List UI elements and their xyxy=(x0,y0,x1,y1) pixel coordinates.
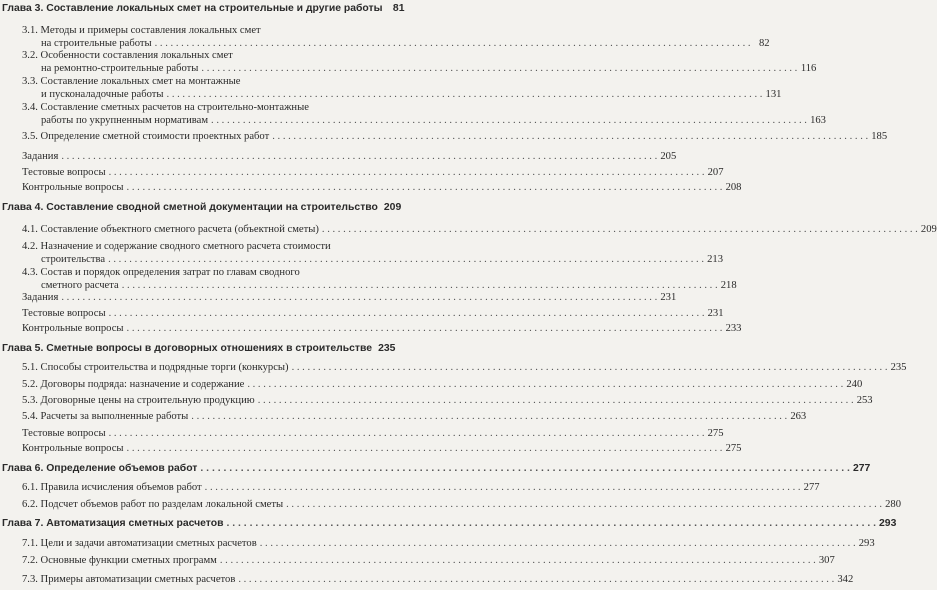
toc-entry xyxy=(0,181,742,194)
toc-page-number: 342 xyxy=(837,574,854,585)
toc-entry xyxy=(0,537,875,550)
toc-page-number: 233 xyxy=(725,323,742,334)
leader-dots xyxy=(220,554,816,567)
toc-title: Глава 7. Автоматизация сметных расчетов xyxy=(2,518,224,529)
toc-page-number: 275 xyxy=(707,428,724,439)
toc-title: Задания xyxy=(22,151,59,162)
toc-entry xyxy=(0,427,724,440)
toc-chapter xyxy=(0,517,897,530)
leader-dots xyxy=(205,481,801,494)
toc-page-number: 231 xyxy=(707,308,724,319)
toc-title: на строительные работы xyxy=(41,38,152,50)
toc-page-number: 185 xyxy=(871,131,888,142)
toc-title: Тестовые вопросы xyxy=(22,428,106,439)
leader-dots xyxy=(61,291,657,304)
toc-chapter xyxy=(0,2,405,15)
toc-title: Глава 4. Составление сводной сметной документации на строительство xyxy=(2,202,378,213)
toc-page-number: 208 xyxy=(725,182,742,193)
toc-entry xyxy=(0,573,854,586)
toc-page-number: 163 xyxy=(810,115,826,127)
toc-title: Глава 6. Определение объемов работ xyxy=(2,463,198,474)
leader-dots xyxy=(292,361,888,374)
toc-entry xyxy=(0,240,723,266)
toc-page-number: 277 xyxy=(852,463,871,474)
leader-dots xyxy=(226,517,876,530)
leader-dots xyxy=(127,322,723,335)
toc-page-number: 131 xyxy=(765,89,782,101)
leader-dots xyxy=(61,150,657,163)
toc-entry xyxy=(0,266,737,292)
toc-title: 5.3. Договорные цены на строительную продукцию xyxy=(22,395,255,406)
toc-chapter xyxy=(0,462,871,475)
leader-dots xyxy=(238,573,834,586)
toc-page-number: 209 xyxy=(383,202,402,213)
toc-title: 3.2. Особенности составления локальных смет xyxy=(22,50,233,61)
toc-page-number: 240 xyxy=(846,379,863,390)
leader-dots xyxy=(127,181,723,194)
toc-entry xyxy=(0,322,742,335)
toc-title: 7.1. Цели и задачи автоматизации сметных расчетов xyxy=(22,538,257,549)
toc-entry xyxy=(0,130,888,143)
leader-dots xyxy=(167,88,763,101)
toc-title: Контрольные вопросы xyxy=(22,443,124,454)
toc-entry xyxy=(0,378,863,391)
toc-entry xyxy=(0,101,826,127)
toc-title: 5.4. Расчеты за выполненные работы xyxy=(22,411,189,422)
toc-entry xyxy=(0,394,873,407)
toc-title: 4.2. Назначение и содержание сводного сметного расчета стоимости xyxy=(22,241,331,252)
leader-dots xyxy=(109,166,705,179)
toc-entry xyxy=(0,166,724,179)
toc-page-number: 213 xyxy=(707,254,723,266)
leader-dots xyxy=(127,442,723,455)
leader-dots xyxy=(322,223,918,236)
toc-title: Контрольные вопросы xyxy=(22,182,124,193)
toc-title: Тестовые вопросы xyxy=(22,167,106,178)
toc-chapter xyxy=(0,201,400,214)
toc-title: 7.3. Примеры автоматизации сметных расчетов xyxy=(22,574,236,585)
leader-dots xyxy=(201,62,797,75)
toc-title: 3.3. Составление локальных смет на монтажные xyxy=(22,76,241,87)
toc-page-number: 277 xyxy=(803,482,820,493)
toc-title: и пусконаладочные работы xyxy=(41,89,164,101)
toc-page-number: 207 xyxy=(707,167,724,178)
toc-title: строительства xyxy=(41,254,106,266)
leader-dots xyxy=(260,537,856,550)
toc-title: Контрольные вопросы xyxy=(22,323,124,334)
toc-entry xyxy=(0,49,817,75)
toc-title: 5.1. Способы строительства и подрядные торги (конкурсы) xyxy=(22,362,289,373)
toc-page-number: 235 xyxy=(890,362,907,373)
toc-entry xyxy=(0,498,902,511)
toc-page-number: 231 xyxy=(660,292,677,303)
toc-page-number: 263 xyxy=(790,411,807,422)
toc-title: 7.2. Основные функции сметных программ xyxy=(22,555,217,566)
toc-page-number: 235 xyxy=(378,343,396,354)
toc-title: 6.2. Подсчет объемов работ по разделам локальной сметы xyxy=(22,499,284,510)
leader-dots xyxy=(109,307,705,320)
leader-dots xyxy=(272,130,868,143)
toc-title: Глава 3. Составление локальных смет на строительные и другие работы xyxy=(2,3,383,14)
toc-page-number: 82 xyxy=(758,38,770,50)
toc-page-number: 81 xyxy=(392,3,405,14)
toc-entry xyxy=(0,442,742,455)
leader-dots xyxy=(211,114,807,127)
toc-page-number: 209 xyxy=(920,224,937,235)
toc-entry xyxy=(0,554,835,567)
toc-page-number: 275 xyxy=(725,443,742,454)
toc-title: 3.1. Методы и примеры составления локальных смет xyxy=(22,25,261,36)
leader-dots xyxy=(258,394,854,407)
toc-entry xyxy=(0,410,807,423)
leader-dots xyxy=(191,410,787,423)
toc-title: 3.4. Составление сметных расчетов на строительно-монтажные xyxy=(22,102,309,113)
leader-dots xyxy=(108,253,704,266)
leader-dots xyxy=(200,462,850,475)
toc-title: 3.5. Определение сметной стоимости проектных работ xyxy=(22,131,270,142)
toc-page-number: 280 xyxy=(885,499,902,510)
toc-title: работы по укрупненным нормативам xyxy=(41,115,209,127)
toc-entry xyxy=(0,24,770,50)
toc-title: Глава 5. Сметные вопросы в договорных отношениях в строительстве xyxy=(2,343,373,354)
toc-title: Задания xyxy=(22,292,59,303)
toc-page-number: 293 xyxy=(858,538,875,549)
toc-entry xyxy=(0,481,820,494)
toc-page-number: 205 xyxy=(660,151,677,162)
toc-chapter xyxy=(0,342,400,355)
toc-title: 6.1. Правила исчисления объемов работ xyxy=(22,482,202,493)
toc-title: 4.1. Составление объектного сметного расчета (объектной сметы) xyxy=(22,224,319,235)
toc-entry xyxy=(0,75,782,101)
toc-page-number: 218 xyxy=(720,280,737,292)
toc-page-number: 253 xyxy=(856,395,873,406)
toc-entry xyxy=(0,150,677,163)
toc-title: 5.2. Договоры подряда: назначение и содержание xyxy=(22,379,245,390)
toc-entry xyxy=(0,291,677,304)
leader-dots xyxy=(247,378,843,391)
toc-entry xyxy=(0,223,937,236)
toc-entry xyxy=(0,307,724,320)
toc-title: 4.3. Состав и порядок определения затрат по главам сводного xyxy=(22,267,300,278)
toc-title: сметного расчета xyxy=(41,280,119,292)
toc-title: на ремонтно-строительные работы xyxy=(41,63,199,75)
toc-page-number: 116 xyxy=(800,63,817,75)
toc-page-number: 307 xyxy=(818,555,835,566)
toc-page-number: 293 xyxy=(879,518,897,529)
leader-dots xyxy=(286,498,882,511)
toc-title: Тестовые вопросы xyxy=(22,308,106,319)
toc-entry xyxy=(0,361,907,374)
leader-dots xyxy=(109,427,705,440)
